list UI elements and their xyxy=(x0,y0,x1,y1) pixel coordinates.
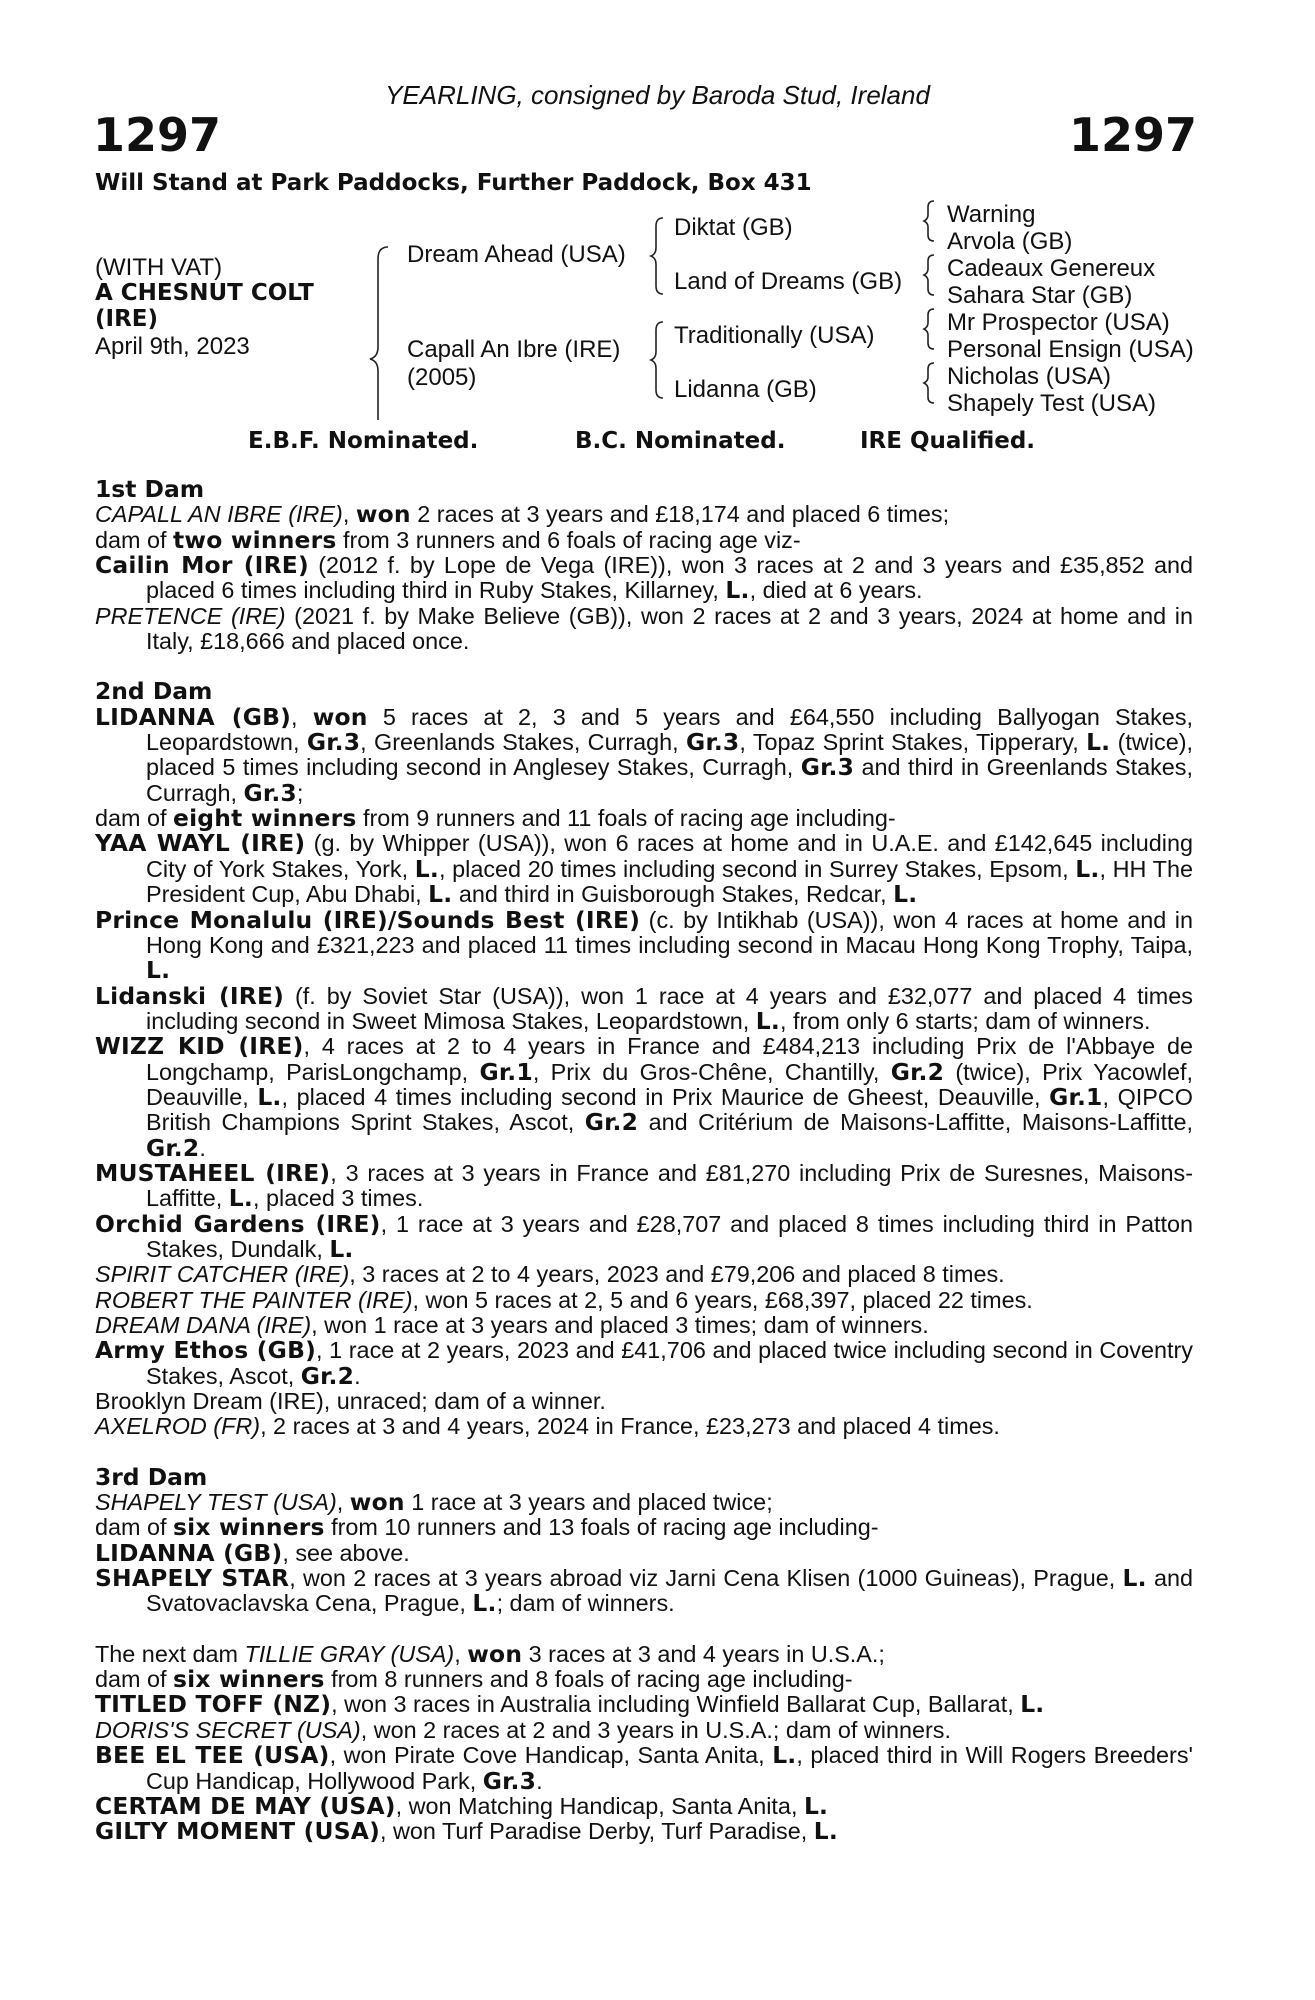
produce-entry xyxy=(95,1566,1193,1617)
text: and Svatovaclavska Cena, Prague, xyxy=(146,1565,1193,1617)
group-marker: Gr.2 xyxy=(584,1108,639,1137)
horse-origin: (IRE) xyxy=(95,306,159,332)
text: (twice), Prix Yacowlef, Deauville, xyxy=(146,1058,1193,1110)
text: (f. by Soviet Star (USA)), won 1 race at 4 years and £32,077 and placed 4 times including second in Sweet Mimosa Stakes, Leopardstown, xyxy=(146,982,1193,1034)
text: , QIPCO British Champions Sprint Stakes, Ascot, xyxy=(146,1083,1193,1136)
catalogue-body xyxy=(95,477,1193,1845)
pedigree-ggp-3: Cadeaux Genereux xyxy=(947,255,1156,282)
produce-entry xyxy=(95,1262,1193,1287)
second-dam-produce-summary xyxy=(95,806,1193,831)
third-dam-heading: 3rd Dam xyxy=(95,1462,208,1491)
text: from 9 runners and 11 foals of racing age including- xyxy=(356,805,896,832)
winners-count: two winners xyxy=(173,525,337,554)
text: , won 2 races at 2 and 3 years in U.S.A.; dam of winners. xyxy=(360,1716,951,1743)
produce-entry xyxy=(95,1791,1193,1820)
won-label: won xyxy=(467,1639,523,1668)
group-marker: Gr.2 xyxy=(890,1057,945,1086)
text: dam of xyxy=(95,526,174,553)
text: dam of xyxy=(95,1666,174,1693)
listed-marker: L. xyxy=(803,1791,829,1820)
horse-name: TITLED TOFF (NZ) xyxy=(95,1690,332,1719)
text: , Greenlands Stakes, Curragh, xyxy=(360,729,687,756)
horse-name: LIDANNA (GB) xyxy=(95,1538,283,1567)
pedigree-sire-dam: Land of Dreams (GB) xyxy=(674,268,903,295)
lot-number-right: 1297 xyxy=(1068,108,1197,162)
produce-entry xyxy=(95,1288,1193,1313)
horse-name: MUSTAHEEL (IRE) xyxy=(95,1158,331,1187)
pedigree-ggp-2: Arvola (GB) xyxy=(947,228,1073,255)
horse-name: DREAM DANA (IRE) xyxy=(95,1312,312,1338)
text: ; xyxy=(296,779,304,806)
ire-qualification: IRE Qualified. xyxy=(860,428,1036,454)
text: 5 races at 2, 3 and 5 years and £64,550 including Ballyogan Stakes, Leopardstown, xyxy=(146,703,1194,756)
text: from 3 runners and 6 foals of racing age viz- xyxy=(336,526,801,553)
group-marker: Gr.3 xyxy=(306,728,361,757)
produce-entry xyxy=(95,981,1193,1035)
text: , won 5 races at 2, 5 and 6 years, £68,397, placed 22 times. xyxy=(412,1286,1033,1313)
text: and third in Greenlands Stakes, Curragh, xyxy=(146,754,1193,806)
produce-entry: Army Ethos (GB), 1 race at 2 years, 2023 and £41,706 and placed twice including second in Coventry Stakes, Ascot, Gr.2. xyxy=(95,1336,1193,1390)
second-dam-record: LIDANNA (GB), won 5 races at 2, 3 and 5 years and £64,550 including Ballyogan Stakes, Leopardstown, Gr.3, Greenlands Stakes, Curragh, Gr.3, Topaz Sprint Stakes, Tipperary, L. (twice), placed 5 times including second in Anglesey Stakes, Curragh, Gr.3 and third in Greenlands Stakes, Curragh, Gr.3; xyxy=(95,702,1194,807)
ebf-nomination: E.B.F. Nominated. xyxy=(248,428,479,454)
horse-name: DORIS'S SECRET (USA) xyxy=(95,1716,361,1743)
bc-nomination: B.C. Nominated. xyxy=(575,428,786,454)
produce-entry xyxy=(95,1819,1193,1844)
listed-marker: L. xyxy=(893,880,918,909)
horse-name: Cailin Mor (IRE) xyxy=(95,551,309,580)
text: 3 races at 3 and 4 years in U.S.A.; xyxy=(522,1640,885,1667)
group-marker: Gr.1 xyxy=(479,1057,533,1086)
first-dam-record: CAPALL AN IBRE (IRE), won 2 races at 3 years and £18,174 and placed 6 times; xyxy=(95,500,950,529)
group-marker: Gr.3 xyxy=(482,1766,537,1795)
text: from 10 runners and 13 foals of racing age including- xyxy=(324,1514,879,1541)
produce-entry xyxy=(95,1538,1193,1567)
horse-name: Lidanski (IRE) xyxy=(95,981,285,1010)
pedigree-dam-year: (2005) xyxy=(407,364,477,391)
group-marker: Gr.3 xyxy=(686,728,740,757)
text: ; dam of winners. xyxy=(496,1590,675,1617)
listed-marker: L. xyxy=(1122,1564,1147,1593)
pedigree-dam-sire: Traditionally (USA) xyxy=(674,322,875,349)
won-label: won xyxy=(355,500,411,529)
text: (2012 f. by Lope de Vega (IRE)), won 3 races at 2 and 3 years and £35,852 and placed 6 times including third in Ruby Stakes, Killarney, xyxy=(146,552,1193,604)
text: , won 1 race at 3 years and placed 3 times; dam of winners. xyxy=(311,1312,929,1338)
horse-name: ROBERT THE PAINTER (IRE) xyxy=(95,1286,413,1313)
text: , won Turf Paradise Derby, Turf Paradise, xyxy=(379,1818,814,1845)
horse-name: Orchid Gardens (IRE) xyxy=(95,1209,381,1238)
text: The next dam xyxy=(95,1640,245,1667)
lot-number-left: 1297 xyxy=(93,108,222,162)
listed-marker: L. xyxy=(1075,854,1100,883)
group-marker: Gr.1 xyxy=(1049,1082,1103,1111)
third-dam-produce-summary xyxy=(95,1515,1193,1540)
text: , 4 races at 2 to 4 years in France and £484,213 including Prix de l'Abbaye de Longchamp, ParisLongchamp, xyxy=(146,1033,1193,1085)
produce-entry xyxy=(95,553,1193,604)
text: , 2 races at 3 and 4 years, 2024 in France, £23,273 and placed 4 times. xyxy=(260,1413,1000,1440)
text: , Prix du Gros-Chêne, Chantilly, xyxy=(532,1058,891,1085)
first-dam-name: CAPALL AN IBRE (IRE) xyxy=(95,501,343,528)
listed-marker: L. xyxy=(414,854,439,883)
produce-entry xyxy=(95,905,1193,985)
listed-marker: L. xyxy=(257,1082,282,1111)
produce-entry xyxy=(95,831,1193,907)
listed-marker: L. xyxy=(725,576,750,605)
text: , Topaz Sprint Stakes, Tipperary, xyxy=(739,729,1087,756)
text: , from only 6 starts; dam of winners. xyxy=(780,1007,1151,1034)
vat-note: (WITH VAT) xyxy=(95,254,223,281)
text: dam of xyxy=(95,805,174,832)
first-dam-produce-summary xyxy=(95,525,1193,554)
pedigree-dam-dam: Lidanna (GB) xyxy=(674,376,817,403)
produce-entry xyxy=(95,604,1193,655)
produce-entry xyxy=(95,1414,1193,1439)
text: from 8 runners and 8 foals of racing age including- xyxy=(324,1666,853,1693)
text: , HH The President Cup, Abu Dhabi, xyxy=(146,855,1193,908)
listed-marker: L. xyxy=(813,1817,838,1846)
text: , won 3 races in Australia including Winfield Ballarat Cup, Ballarat, xyxy=(331,1691,1021,1718)
text: , won Matching Handicap, Santa Anita, xyxy=(395,1792,804,1819)
won-label: won xyxy=(349,1488,405,1517)
text: , see above. xyxy=(282,1539,410,1566)
text: , placed 3 times. xyxy=(253,1185,424,1212)
horse-name: Army Ethos (GB) xyxy=(95,1336,317,1365)
group-marker: Gr.2 xyxy=(146,1133,200,1162)
group-marker: Gr.3 xyxy=(800,753,855,782)
text: (2021 f. by Make Believe (GB)), won 2 races at 2 and 3 years, 2024 at home and in Italy, £18,666 and placed once. xyxy=(146,602,1193,655)
horse-name: TILLIE GRAY (USA) xyxy=(244,1640,455,1667)
horse-name: BEE EL TEE (USA) xyxy=(95,1741,330,1770)
horse-name: CERTAM DE MAY (USA) xyxy=(95,1791,396,1820)
text: and third in Guisborough Stakes, Redcar, xyxy=(452,881,894,908)
pedigree-sire-sire: Diktat (GB) xyxy=(674,214,793,241)
horse-description: A CHESNUT COLT xyxy=(95,280,314,306)
listed-marker: L. xyxy=(755,1006,780,1035)
listed-marker: L. xyxy=(228,1184,253,1213)
second-dam-heading: 2nd Dam xyxy=(95,677,213,706)
pedigree-ggp-7: Nicholas (USA) xyxy=(947,363,1112,390)
text: , placed 4 times including second in Prix Maurice de Gheest, Deauville, xyxy=(281,1083,1050,1110)
winners-count: six winners xyxy=(173,1665,325,1694)
text: , 1 race at 2 years, 2023 and £41,706 and placed twice including second in Coventry Stakes, Ascot, xyxy=(146,1337,1193,1389)
produce-entry xyxy=(95,1718,1193,1743)
listed-marker: L. xyxy=(146,956,171,985)
text: , 1 race at 3 years and £28,707 and placed 8 times including third in Patton Stakes, Dundalk, xyxy=(146,1210,1193,1262)
winners-count: eight winners xyxy=(173,804,357,833)
group-marker: Gr.2 xyxy=(300,1361,355,1390)
record-text: 2 races at 3 years and £18,174 and placed 6 times; xyxy=(410,501,950,528)
text: , 3 races at 2 to 4 years, 2023 and £79,206 and placed 8 times. xyxy=(349,1261,1005,1288)
horse-name: SHAPELY TEST (USA) xyxy=(95,1489,337,1516)
horse-name: Prince Monalulu (IRE)/Sounds Best (IRE) xyxy=(95,905,641,934)
listed-marker: L. xyxy=(1020,1690,1045,1719)
listed-marker: L. xyxy=(472,1589,497,1618)
group-marker: Gr.3 xyxy=(243,778,297,807)
text: (c. by Intikhab (USA)), won 4 races at home and in Hong Kong and £321,223 and placed 11 times including second in Macau Hong Kong Trophy, Taipa, xyxy=(146,906,1193,958)
pedigree-sire: Dream Ahead (USA) xyxy=(407,241,626,268)
consignment-subtitle: YEARLING, consigned by Baroda Stud, Ireland xyxy=(385,80,930,110)
text: , placed 20 times including second in Surrey Stakes, Epsom, xyxy=(438,855,1076,882)
horse-name: SPIRIT CATCHER (IRE) xyxy=(95,1261,350,1288)
pedigree-ggp-1: Warning xyxy=(947,201,1036,228)
text: , 3 races at 3 years in France and £81,270 including Prix de Suresnes, Maisons-Laffitte, xyxy=(146,1159,1193,1212)
text: (g. by Whipper (USA)), won 6 races at home and in U.A.E. and £142,645 including City of York Stakes, York, xyxy=(146,830,1193,882)
produce-entry: Brooklyn Dream (IRE), unraced; dam of a winner. xyxy=(95,1388,606,1415)
produce-entry xyxy=(95,1692,1193,1717)
text: . xyxy=(199,1134,206,1161)
horse-name: PRETENCE (IRE) xyxy=(95,602,286,629)
pedigree-dam: Capall An Ibre (IRE) xyxy=(407,336,621,363)
text: , won 2 races at 3 years abroad viz Jarni Cena Klisen (1000 Guineas), Prague, xyxy=(289,1565,1123,1592)
foaling-date: April 9th, 2023 xyxy=(95,333,250,360)
text: (twice), placed 5 times including second in Anglesey Stakes, Curragh, xyxy=(146,729,1193,781)
pedigree-ggp-5: Mr Prospector (USA) xyxy=(947,309,1170,336)
winners-count: six winners xyxy=(173,1513,325,1542)
produce-entry xyxy=(95,1313,1193,1338)
text: , died at 6 years. xyxy=(749,577,923,604)
text: , placed third in Will Rogers Breeders' Cup Handicap, Hollywood Park, xyxy=(146,1742,1193,1794)
produce-entry xyxy=(95,1209,1193,1263)
listed-marker: L. xyxy=(329,1234,354,1263)
listed-marker: L. xyxy=(428,880,453,909)
horse-name: AXELROD (FR) xyxy=(95,1413,261,1440)
horse-name: WIZZ KID (IRE) xyxy=(95,1032,304,1061)
listed-marker: L. xyxy=(772,1741,797,1770)
produce-entry xyxy=(95,1034,1193,1161)
next-dam-produce-summary xyxy=(95,1667,1193,1692)
text: and Critérium de Maisons-Laffitte, Maisons-Laffitte, xyxy=(638,1109,1193,1136)
won-label: won xyxy=(312,702,368,731)
next-dam-record: The next dam TILLIE GRAY (USA), won 3 races at 3 and 4 years in U.S.A.; xyxy=(95,1639,885,1668)
horse-name: LIDANNA (GB) xyxy=(95,702,292,731)
pedigree-ggp-8: Shapely Test (USA) xyxy=(947,390,1156,417)
horse-name: GILTY MOMENT (USA) xyxy=(95,1817,380,1846)
pedigree-ggp-6: Personal Ensign (USA) xyxy=(947,336,1194,363)
third-dam-record: SHAPELY TEST (USA), won 1 race at 3 years and placed twice; xyxy=(95,1488,773,1517)
text: dam of xyxy=(95,1514,174,1541)
produce-entry: BEE EL TEE (USA), won Pirate Cove Handicap, Santa Anita, L., placed third in Will Rogers Breeders' Cup Handicap, Hollywood Park, Gr.3. xyxy=(95,1741,1193,1795)
text: 1 race at 3 years and placed twice; xyxy=(404,1489,773,1516)
stand-location: Will Stand at Park Paddocks, Further Paddock, Box 431 xyxy=(95,170,812,196)
text: , won Pirate Cove Handicap, Santa Anita, xyxy=(329,1742,773,1769)
horse-name: YAA WAYL (IRE) xyxy=(95,829,306,858)
horse-name: SHAPELY STAR xyxy=(95,1564,290,1593)
produce-entry xyxy=(95,1158,1193,1213)
first-dam-heading: 1st Dam xyxy=(95,475,205,503)
pedigree-ggp-4: Sahara Star (GB) xyxy=(947,282,1133,309)
listed-marker: L. xyxy=(1086,728,1111,757)
